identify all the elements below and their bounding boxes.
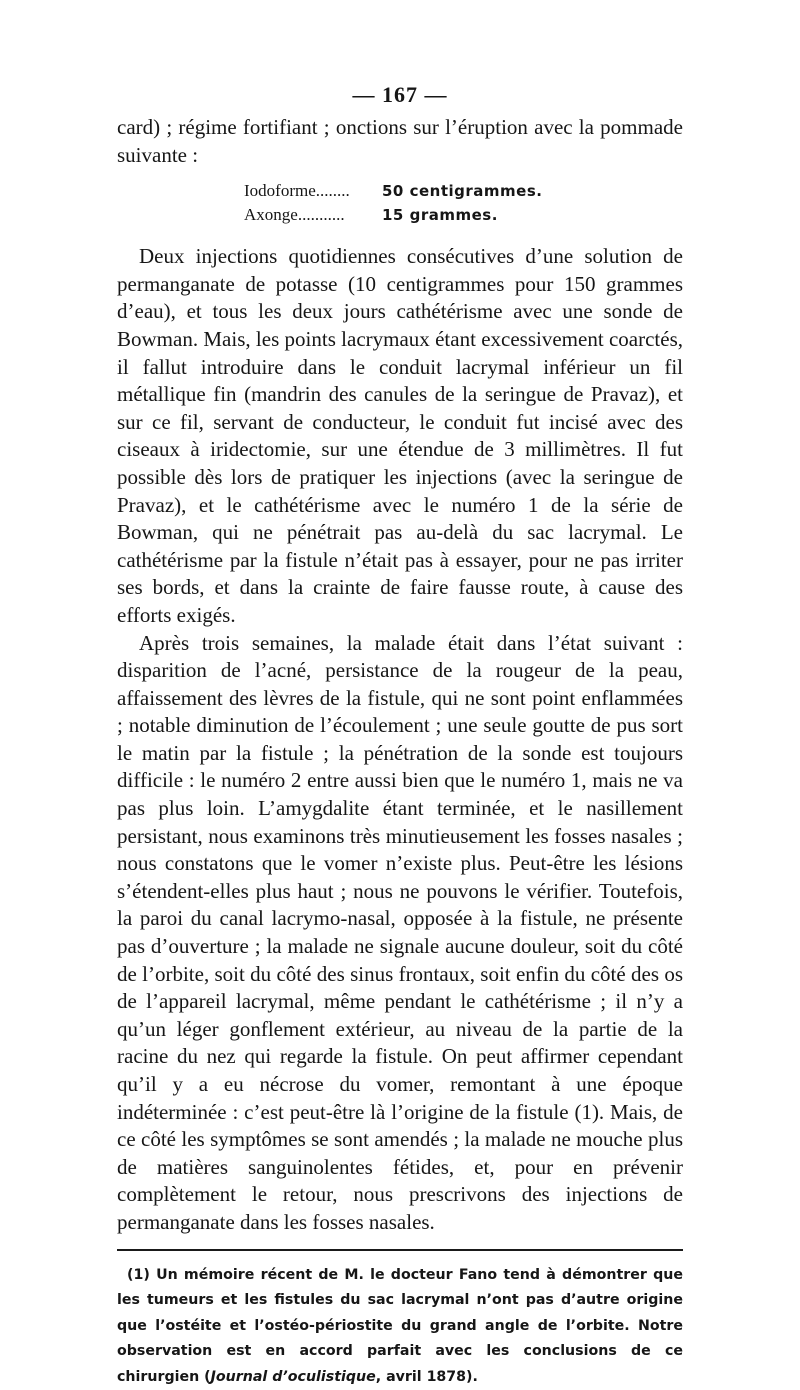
footnote-rule xyxy=(117,1249,683,1251)
footnote xyxy=(117,1263,683,1390)
ingredient-amount: 15 grammes. xyxy=(382,206,498,225)
prescription-list xyxy=(244,179,683,227)
footnote-text-end: , avril 1878). xyxy=(375,1368,478,1385)
page-number: — 167 — xyxy=(352,82,448,107)
prescription-row xyxy=(244,179,683,203)
prescription-row xyxy=(244,203,683,227)
intro-paragraph: card) ; régime fortifiant ; onctions sur l’éruption avec la pommade suivante : xyxy=(117,115,683,167)
body-paragraph: Après trois semaines, la malade était dans l’état suivant : disparition de l’acné, persistance de la rougeur de la peau, affaissement des lèvres de la fistule, qui ne sont point enflammées ; notable diminution de l’écoulement ; une seule goutte de pus sort le matin par la fistule ; la pénétration de la sonde est toujours difficile : le numéro 2 entre aussi bien que le numéro 1, mais ne va pas plus loin. L’amygdalite étant terminée, et le nasillement persistant, nous examinons très minutieusement les fosses nasales ; nous constatons que le vomer n’existe plus. Peut-être les lésions s’étendent-elles plus haut ; nous ne pouvons le vérifier. Toutefois, la paroi du canal lacrymo-nasal, opposée à la fistule, ne présente pas d’ouverture ; la malade ne signale aucune douleur, soit du côté de l’orbite, soit du côté des sinus frontaux, soit enfin du côté des os de l’appareil lacrymal, même pendant le cathétérisme ; il n’y a qu’un léger gonflement extérieur, au niveau de la partie de la racine du nez qui regarde la fistule. On peut affirmer cependant qu’il y a eu nécrose du vomer, remontant à une époque indéterminée : c’est peut-être là l’origine de la fistule (1). Mais, de ce côté les symptômes se sont amendés ; la malade ne mouche plus de matières sanguinolentes fétides, et, pour en prévenir complètement le retour, nous prescrivons des injections de permanganate dans les fosses nasales. xyxy=(117,630,683,1234)
body-paragraph: Deux injections quotidiennes consécutives d’une solution de permanganate de potasse (10 centigrammes pour 150 grammes d’eau), et tous les deux jours cathétérisme avec une sonde de Bowman. Mais, les points lacrymaux étant excessivement coarctés, il fallut introduire dans le conduit lacrymal inférieur un fil métallique fin (mandrin des canules de la seringue de Pravaz), et sur ce fil, servant de conducteur, le conduit fut incisé avec des ciseaux à iridectomie, sur une étendue de 3 millimètres. Il fut possible dès lors de pratiquer les injections (avec la seringue de Pravaz), et le cathétérisme avec le numéro 1 de la série de Bowman, qui ne pénétrait pas au-delà du sac lacrymal. Le cathétérisme par la fistule n’était pas à essayer, pour ne pas irriter ses bords, et dans la crainte de faire fausse route, à cause des efforts exigés. xyxy=(117,244,683,627)
footnote-mark: (1) xyxy=(127,1266,150,1283)
ingredient-name: Iodoforme........ xyxy=(244,181,350,201)
journal-title: Journal d’oculistique xyxy=(210,1368,376,1385)
ingredient-name: Axonge........... xyxy=(244,205,345,225)
ingredient-amount: 50 centigrammes. xyxy=(382,182,543,201)
footnote-text: Un mémoire récent de M. le docteur Fano tend à démontrer que les tumeurs et les fistules du sac lacrymal n’ont pas d’autre origine que l’ostéite et l’ostéo-périostite du grand angle de l’orbite. Notre observation est en accord parfait avec les conclusions de ce chirurgien ( xyxy=(117,1266,683,1385)
book-page xyxy=(117,82,683,1390)
